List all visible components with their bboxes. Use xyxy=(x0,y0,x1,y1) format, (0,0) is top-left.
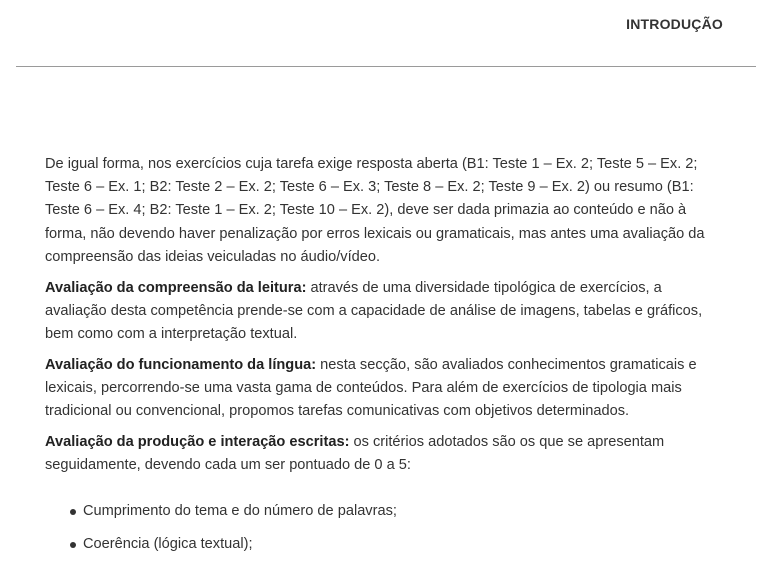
paragraph-heading: Avaliação do funcionamento da língua: xyxy=(45,356,317,373)
paragraph-text: De igual forma, nos exercícios cuja tarefa exige resposta aberta (B1: Teste 1 – Ex. 2; Teste 5 – Ex. 2; Teste 6 – Ex. 1; B2: Teste 2 – Ex. 2; Teste 6 – Ex. 3; Teste 8 – Ex. 2; Teste 9 – Ex. 2) ou resumo (B1: Teste 6 – Ex. 4; B2: Teste 1 – Ex. 2; Teste 10 – Ex. 2), deve ser dada primazia ao conteúdo e não à forma, não devendo haver penalização por erros lexicais ou gramaticais, mas antes uma avaliação da compreensão das ideias veiculadas no áudio/vídeo. xyxy=(45,156,705,265)
list-item: Coerência (lógica textual); xyxy=(83,533,727,556)
criteria-list xyxy=(45,500,727,555)
paragraph-written-production xyxy=(45,431,727,477)
paragraph-text: através de uma diversidade tipológica de exercícios, a avaliação desta competência prende-se com a capacidade de análise de imagens, tabelas e gráficos, bem como com a interpretação textual. xyxy=(45,279,703,343)
paragraph-heading: Avaliação da compreensão da leitura: xyxy=(45,279,307,296)
paragraph-heading: Avaliação da produção e interação escritas: xyxy=(45,434,350,451)
paragraph-text: os critérios adotados são os que se apresentam seguidamente, devendo cada um ser pontuado de 0 a 5: xyxy=(45,434,665,474)
paragraph-text: nesta secção, são avaliados conhecimentos gramaticais e lexicais, percorrendo-se uma vasta gama de conteúdos. Para além de exercícios de tipologia mais tradicional ou convencional, propomos tarefas comunicativas com objetivos determinados. xyxy=(45,356,697,420)
paragraph-language-functioning xyxy=(45,354,727,424)
list-item: Cumprimento do tema e do número de palavras; xyxy=(83,500,727,523)
header-divider xyxy=(16,66,756,67)
main-content xyxy=(45,153,727,565)
paragraph-intro xyxy=(45,153,727,269)
page-title: INTRODUÇÃO xyxy=(626,16,723,32)
paragraph-reading-comprehension xyxy=(45,277,727,347)
